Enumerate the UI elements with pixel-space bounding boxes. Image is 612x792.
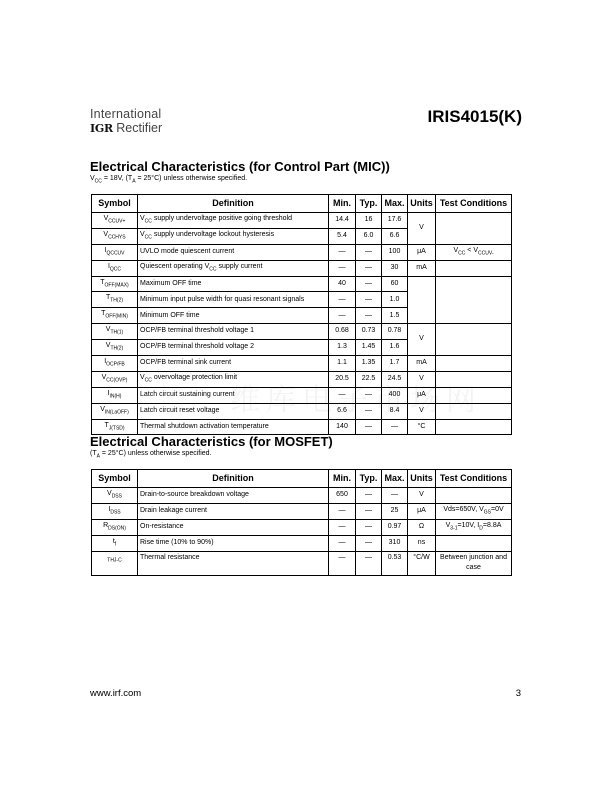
typ-value-cell: 6.0 [356, 228, 382, 244]
symbol-cell: $V_{IN(LaOFF)}$ [92, 403, 138, 419]
typ-value-cell: — [356, 551, 382, 575]
column-header: Units [408, 470, 436, 488]
min-value-cell: — [329, 535, 356, 551]
typ-value-cell: 22.5 [356, 371, 382, 387]
definition-cell: Thermal shutdown activation temperature [138, 419, 329, 435]
typ-value-cell: — [356, 419, 382, 435]
definition-cell: OCP/FB terminal threshold voltage 1 [138, 324, 329, 340]
typ-value-cell: — [356, 308, 382, 324]
part-number: IRIS4015(K) [427, 107, 522, 126]
min-value-cell: 1.1 [329, 356, 356, 372]
definition-cell: $V_{CC}$ overvoltage protection limit [138, 371, 329, 387]
table-row [92, 488, 512, 504]
max-value-cell: 17.6 [382, 213, 408, 229]
column-header: Typ. [356, 470, 382, 488]
min-value-cell: 5.4 [329, 228, 356, 244]
min-value-cell: — [329, 387, 356, 403]
max-value-cell: — [382, 419, 408, 435]
typ-value-cell: 0.73 [356, 324, 382, 340]
column-header: Definition [138, 195, 329, 213]
symbol-cell: $I_{QCC}$ [92, 260, 138, 276]
typ-value-cell: — [356, 276, 382, 292]
definition-cell: Latch circuit sustaining current [138, 387, 329, 403]
symbol-cell: $V_{TH(1)}$ [92, 324, 138, 340]
units-cell: °C [408, 419, 436, 435]
table-row [92, 419, 512, 435]
definition-cell: Drain-to-source breakdown voltage [138, 488, 329, 504]
symbol-cell: $t_f$ [92, 535, 138, 551]
min-value-cell: 0.68 [329, 324, 356, 340]
units-cell: V [408, 371, 436, 387]
typ-value-cell: 16 [356, 213, 382, 229]
max-value-cell: 100 [382, 244, 408, 260]
definition-cell: $V_{CC}$ supply undervoltage positive going threshold [138, 213, 329, 229]
max-value-cell: 6.6 [382, 228, 408, 244]
mosfet-characteristics-table [91, 469, 512, 576]
max-value-cell: 8.4 [382, 403, 408, 419]
test-conditions-cell: Between junction and case [436, 551, 512, 575]
min-value-cell: 14.4 [329, 213, 356, 229]
table-row [92, 551, 512, 575]
symbol-cell: $T_{J(TSD)}$ [92, 419, 138, 435]
min-value-cell: 20.5 [329, 371, 356, 387]
units-cell: V [408, 488, 436, 504]
definition-cell: Latch circuit reset voltage [138, 403, 329, 419]
min-value-cell: — [329, 503, 356, 519]
table-row [92, 324, 512, 340]
units-cell: μA [408, 387, 436, 403]
symbol-cell: $T_{TH(2)}$ [92, 292, 138, 308]
page-number: 3 [515, 688, 521, 699]
test-conditions-cell [436, 535, 512, 551]
typ-value-cell: — [356, 503, 382, 519]
definition-cell: OCP/FB terminal threshold voltage 2 [138, 340, 329, 356]
column-header: Max. [382, 195, 408, 213]
units-cell: °C/W [408, 551, 436, 575]
max-value-cell: 0.53 [382, 551, 408, 575]
max-value-cell: 310 [382, 535, 408, 551]
units-cell: μA [408, 244, 436, 260]
max-value-cell: 1.6 [382, 340, 408, 356]
test-conditions-cell [436, 260, 512, 276]
typ-value-cell: — [356, 403, 382, 419]
symbol-cell: $R_{DS(ON)}$ [92, 519, 138, 535]
mic-section-subtitle: $V_{CC} = 18V$, $(T_A = 25^\circ C)$ unless otherwise specified. [90, 175, 248, 185]
definition-cell: $V_{CC}$ supply undervoltage lockout hysteresis [138, 228, 329, 244]
test-conditions-cell [436, 324, 512, 356]
table-row [92, 356, 512, 372]
symbol-cell: $T_{OFF(MIN)}$ [92, 308, 138, 324]
typ-value-cell: — [356, 519, 382, 535]
units-cell: V [408, 213, 436, 245]
symbol-cell: $I_{QCCUV}$ [92, 244, 138, 260]
symbol-cell: $V_{DSS}$ [92, 488, 138, 504]
column-header: Max. [382, 470, 408, 488]
table-row [92, 244, 512, 260]
watermark [230, 375, 482, 419]
min-value-cell: — [329, 244, 356, 260]
min-value-cell: 140 [329, 419, 356, 435]
typ-value-cell: — [356, 292, 382, 308]
table-row [92, 519, 512, 535]
typ-value-cell: — [356, 244, 382, 260]
definition-cell: Maximum OFF time [138, 276, 329, 292]
max-value-cell: 1.7 [382, 356, 408, 372]
units-cell: μA [408, 503, 436, 519]
max-value-cell: 30 [382, 260, 408, 276]
max-value-cell: 1.5 [382, 308, 408, 324]
min-value-cell: 40 [329, 276, 356, 292]
max-value-cell: 400 [382, 387, 408, 403]
column-header: Min. [329, 470, 356, 488]
typ-value-cell: — [356, 260, 382, 276]
logo-line-international: International [90, 107, 162, 121]
test-conditions-cell [436, 488, 512, 504]
logo-mark: IGR [90, 122, 113, 135]
symbol-cell: $I_{OCP/FB}$ [92, 356, 138, 372]
units-cell: mA [408, 356, 436, 372]
column-header: Test Conditions [436, 470, 512, 488]
table-header-row [92, 470, 512, 488]
units-cell: ns [408, 535, 436, 551]
mosfet-section-subtitle: $(T_A = 25^\circ C)$ unless otherwise specified. [90, 450, 212, 460]
max-value-cell: 24.5 [382, 371, 408, 387]
symbol-cell: $V_{CCHYS}$ [92, 228, 138, 244]
min-value-cell: — [329, 308, 356, 324]
column-header: Test Conditions [436, 195, 512, 213]
test-conditions-cell [436, 213, 512, 245]
symbol-cell: $I_{DSS}$ [92, 503, 138, 519]
max-value-cell: 60 [382, 276, 408, 292]
max-value-cell: 1.0 [382, 292, 408, 308]
min-value-cell: 1.3 [329, 340, 356, 356]
max-value-cell: 0.78 [382, 324, 408, 340]
min-value-cell: — [329, 292, 356, 308]
mosfet-section-title: Electrical Characteristics (for MOSFET) [90, 434, 333, 449]
column-header: Definition [138, 470, 329, 488]
column-header: Symbol [92, 195, 138, 213]
typ-value-cell: — [356, 535, 382, 551]
min-value-cell: — [329, 519, 356, 535]
units-cell: mA [408, 260, 436, 276]
typ-value-cell: — [356, 488, 382, 504]
units-cell [408, 276, 436, 324]
symbol-cell: THJ-C [92, 551, 138, 575]
symbol-cell: $I_{IN(H)}$ [92, 387, 138, 403]
definition-cell: Thermal resistance [138, 551, 329, 575]
test-conditions-cell: $V_{CC} < V_{CCUV-}$ [436, 244, 512, 260]
min-value-cell: — [329, 551, 356, 575]
typ-value-cell: 1.45 [356, 340, 382, 356]
symbol-cell: $T_{OFF(MAX)}$ [92, 276, 138, 292]
definition-cell: Quiescent operating $V_{CC}$ supply current [138, 260, 329, 276]
definition-cell: Rise time (10% to 90%) [138, 535, 329, 551]
units-cell: V [408, 403, 436, 419]
mic-section-title: Electrical Characteristics (for Control Part (MIC)) [90, 159, 390, 174]
typ-value-cell: 1.35 [356, 356, 382, 372]
company-logo [90, 108, 180, 136]
units-cell: Ω [408, 519, 436, 535]
max-value-cell: 0.97 [382, 519, 408, 535]
logo-line-rectifier: Rectifier [116, 121, 163, 135]
table-row [92, 503, 512, 519]
test-conditions-cell: $V_{3-1}=10V$, $I_D=8.8A$ [436, 519, 512, 535]
definition-cell: Minimum input pulse width for quasi resonant signals [138, 292, 329, 308]
table-header-row [92, 195, 512, 213]
min-value-cell: 650 [329, 488, 356, 504]
max-value-cell: 25 [382, 503, 408, 519]
symbol-cell: $V_{TH(2)}$ [92, 340, 138, 356]
footer-url[interactable]: www.irf.com [90, 688, 142, 699]
definition-cell: Drain leakage current [138, 503, 329, 519]
table-row [92, 260, 512, 276]
column-header: Units [408, 195, 436, 213]
min-value-cell: — [329, 260, 356, 276]
min-value-cell: 6.6 [329, 403, 356, 419]
table-row [92, 535, 512, 551]
column-header: Min. [329, 195, 356, 213]
test-conditions-cell [436, 356, 512, 372]
units-cell: V [408, 324, 436, 356]
definition-cell: OCP/FB terminal sink current [138, 356, 329, 372]
test-conditions-cell: Vds=650V, $V_{GS}=0V$ [436, 503, 512, 519]
column-header: Symbol [92, 470, 138, 488]
symbol-cell: $V_{CCUV+}$ [92, 213, 138, 229]
test-conditions-cell [436, 419, 512, 435]
symbol-cell: $V_{CC(OVP)}$ [92, 371, 138, 387]
max-value-cell: — [382, 488, 408, 504]
definition-cell: UVLO mode quiescent current [138, 244, 329, 260]
table-row [92, 213, 512, 229]
table-row [92, 276, 512, 292]
test-conditions-cell [436, 276, 512, 324]
definition-cell: On-resistance [138, 519, 329, 535]
definition-cell: Minimum OFF time [138, 308, 329, 324]
column-header: Typ. [356, 195, 382, 213]
typ-value-cell: — [356, 387, 382, 403]
